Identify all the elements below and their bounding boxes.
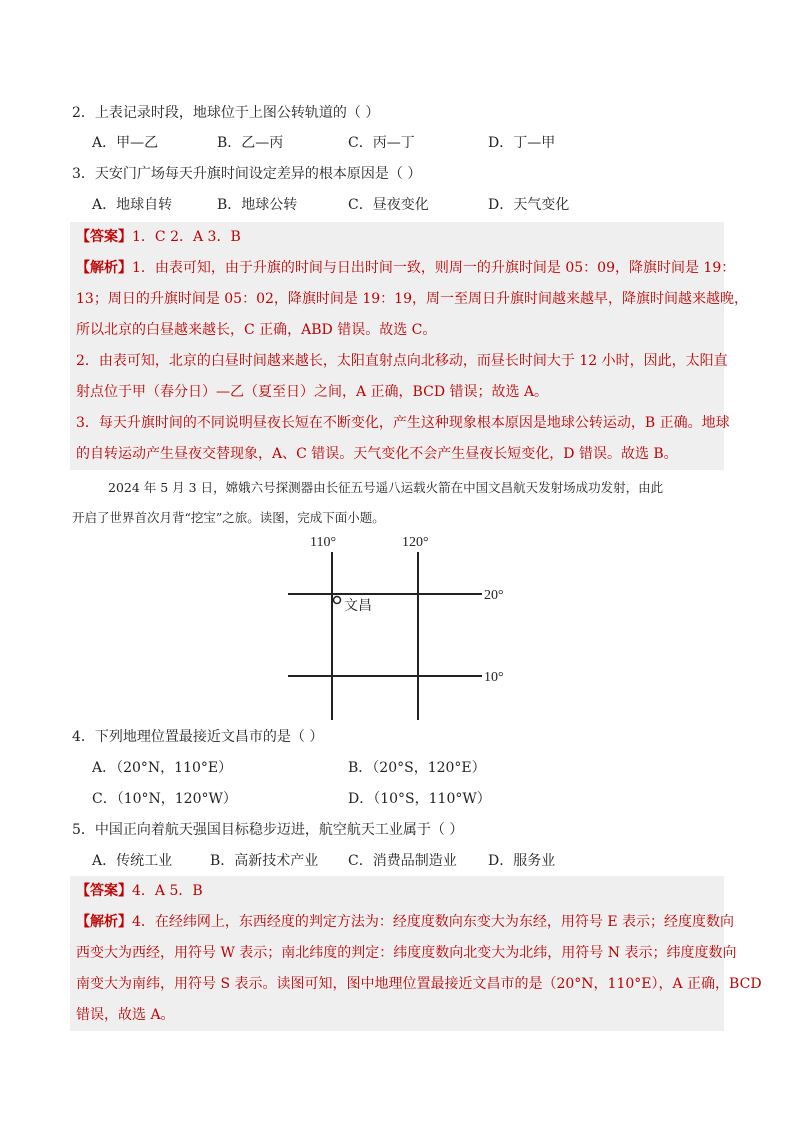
q5-option-b: B．高新技术产业: [210, 853, 319, 869]
q3-option-a: A．地球自转: [92, 197, 173, 213]
analysis-line: 射点位于甲（春分日）—乙（夏至日）之间，A 正确，BCD 错误；故选 A。: [76, 384, 549, 400]
wenchang-city-marker: [334, 597, 341, 604]
analysis-line: 的自转运动产生昼夜交替现象，A、C 错误。天气变化不会产生昼夜长短变化，D 错误。故选 B。: [76, 446, 678, 462]
wenchang-city-label: 文昌: [344, 598, 372, 614]
analysis-line: 【解析】4．在经纬网上，东西经度的判定方法为：经度度数向东变大为东经，用符号 E 表示；经度度数向: [76, 914, 735, 930]
answer-line-2: [76, 881, 203, 901]
q4-option-d: D．（10°S，110°W）: [348, 791, 491, 807]
answer-analysis-block-1: [70, 222, 748, 470]
answer-text: 1．C 2．A 3．B: [132, 229, 241, 245]
q4-option-b: B．（20°S，120°E）: [348, 760, 486, 776]
analysis-line: 2．由表可知，北京的白昼时间越来越长，太阳直射点向北移动，而昼长时间大于 12 小时，因此，太阳直: [76, 353, 728, 369]
q5-option-d: D．服务业: [488, 853, 556, 869]
analysis-line: 南变大为南纬，用符号 S 表示。读图可知，图中地理位置最接近文昌市的是（20°N，110°E），A 正确，BCD: [76, 976, 762, 992]
question-4-stem: 4．下列地理位置最接近文昌市的是（ ）: [72, 729, 324, 745]
q2-option-c: C．丙—丁: [348, 135, 415, 151]
q2-option-a: A．甲—乙: [92, 135, 159, 151]
analysis-line: 西变大为西经，用符号 W 表示；南北纬度的判定：纬度度数向北变大为北纬，用符号 N 表示；纬度度数向: [76, 945, 737, 961]
analysis-tag: 【解析】: [76, 260, 132, 276]
q5-option-a: A．传统工业: [92, 853, 173, 869]
analysis-line: 【解析】1．由表可知，由于升旗的时间与日出时间一致，则周一的升旗时间是 05：09，降旗时间是 19：: [76, 260, 736, 276]
analysis-tag: 【解析】: [76, 914, 132, 930]
analysis-line: 3．每天升旗时间的不同说明昼夜长短在不断变化，产生这种现象根本原因是地球公转运动，B 正确。地球: [76, 415, 730, 431]
latitude-label-10: 10°: [484, 670, 504, 685]
question-2-stem: 2．上表记录时段，地球位于上图公转轨道的（ ）: [72, 105, 380, 121]
q3-option-d: D．天气变化: [488, 197, 570, 213]
longitude-label-110: 110°: [310, 535, 337, 550]
q3-option-c: C．昼夜变化: [348, 197, 429, 213]
lat-long-grid-map: [280, 528, 520, 722]
q5-option-c: C．消费品制造业: [348, 853, 457, 869]
latitude-label-20: 20°: [484, 588, 504, 603]
answer-line-1: [76, 227, 241, 247]
answer-analysis-block-2: [70, 876, 762, 1031]
analysis-line: 13；周日的升旗时间是 05：02，降旗时间是 19：19，周一至周日升旗时间越来越早，降旗时间越来越晚，: [76, 291, 748, 307]
q2-option-b: B．乙—丙: [217, 135, 284, 151]
analysis-line: 错误，故选 A。: [76, 1007, 175, 1023]
question-5-stem: 5．中国正向着航天强国目标稳步迈进，航空航天工业属于（ ）: [72, 822, 464, 838]
intro-line-1: 2024 年 5 月 3 日，嫦娥六号探测器由长征五号遥八运载火箭在中国文昌航天发射场成功发射，由此: [108, 480, 664, 495]
answer-text: 4．A 5．B: [132, 883, 203, 899]
q4-option-a: A．（20°N，110°E）: [92, 760, 233, 776]
analysis-line: 所以北京的白昼越来越长，C 正确，ABD 错误。故选 C。: [76, 322, 437, 338]
answer-tag: 【答案】: [76, 883, 132, 899]
longitude-label-120: 120°: [402, 535, 429, 550]
q2-option-d: D．丁—甲: [488, 135, 556, 151]
answer-tag: 【答案】: [76, 229, 132, 245]
intro-line-2: 开启了世界首次月背“挖宝”之旅。读图，完成下面小题。: [72, 510, 385, 525]
q4-option-c: C．（10°N，120°W）: [92, 791, 237, 807]
question-3-stem: 3．天安门广场每天升旗时间设定差异的根本原因是（ ）: [72, 166, 422, 182]
q3-option-b: B．地球公转: [217, 197, 298, 213]
